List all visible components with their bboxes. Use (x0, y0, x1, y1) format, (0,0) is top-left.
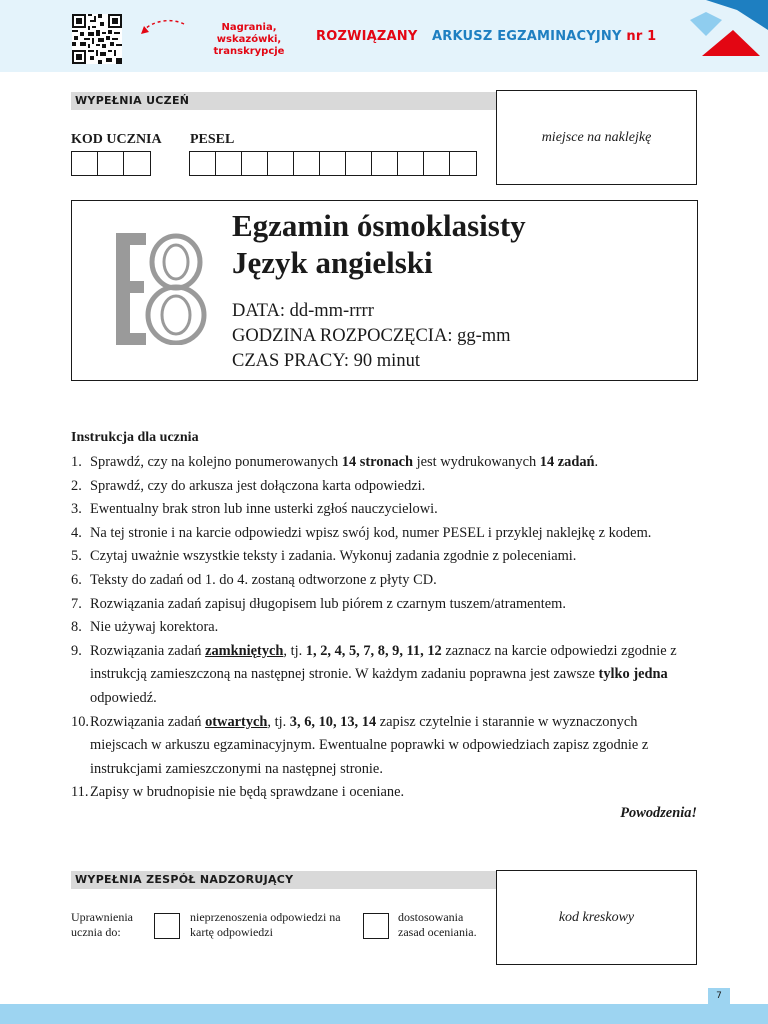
dashed-arrow-icon (138, 18, 186, 40)
instruction-item: 8. Nie używaj korektora. (71, 619, 219, 636)
corner-decoration (658, 0, 768, 72)
solved-label: ROZWIĄZANY (316, 29, 418, 44)
instruction-item: 2. Sprawdź, czy do arkusza jest dołączona karta odpowiedzi. (71, 477, 426, 494)
entitlements-label: Uprawnienia ucznia do: (71, 910, 133, 939)
sticker-label: miejsce na naklejkę (541, 129, 652, 145)
barcode-placeholder (496, 870, 697, 965)
page-number: 7 (708, 988, 730, 1004)
student-code-field[interactable] (71, 151, 151, 176)
instruction-item: 6. Teksty do zadań od 1. do 4. zostaną odtworzone z płyty CD. (71, 571, 437, 588)
instruction-item: 7. Rozwiązania zadań zapisuj długopisem lub piórem z czarnym tuszem/atramentem. (71, 595, 566, 612)
sheet-number: nr 1 (626, 29, 657, 44)
instruction-item: 4. Na tej stronie i na karcie odpowiedzi wpisz swój kod, numer PESEL i przyklej naklejkę z kodem. (71, 524, 652, 541)
pesel-field[interactable] (189, 151, 477, 176)
exam-title-box (71, 200, 698, 381)
exam-sheet-label (432, 29, 656, 44)
exam-title-line2: Język angielski (232, 245, 433, 280)
footer-band (0, 1004, 768, 1024)
supervisors-fill-bar: WYPEŁNIA ZESPÓŁ NADZORUJĄCY (71, 871, 496, 889)
instruction-item: 3. Ewentualny brak stron lub inne usterki zgłoś nauczycielowi. (71, 501, 438, 518)
instruction-item: 5. Czytaj uważnie wszystkie teksty i zadania. Wykonuj zadania zgodnie z poleceniami. (71, 548, 577, 565)
option-adjusted-grading: dostosowania zasad oceniania. (398, 910, 477, 939)
student-code-label: KOD UCZNIA (71, 132, 162, 147)
e8-logo (116, 233, 208, 345)
pesel-label: PESEL (190, 132, 235, 147)
recordings-hint[interactable]: Nagrania, wskazówki, transkrypcje (213, 22, 285, 57)
student-fill-bar: WYPEŁNIA UCZEŃ (71, 92, 496, 110)
instruction-item: 11. Zapisy w brudnopisie nie będą sprawdzane i oceniane. (71, 784, 405, 801)
instruction-item: 10. Rozwiązania zadań otwartych, tj. 3, 6, 10, 13, 14 zapisz czytelnie i starannie w wyznaczonych miejscach w arkuszu egzaminacyjnym. Ewentualne poprawki w odpowiedziach zapisz zgodnie z instrukcjami zamieszczonymi na następnej stronie. (71, 713, 649, 777)
checkbox-no-transfer[interactable] (154, 913, 180, 939)
checkbox-adjusted-grading[interactable] (363, 913, 389, 939)
exam-title-line1: Egzamin ósmoklasisty (232, 208, 526, 243)
sheet-title: ARKUSZ EGZAMINACYJNY (432, 29, 622, 44)
exam-duration: CZAS PRACY: 90 minut (232, 351, 420, 371)
option-no-transfer: nieprzenoszenia odpowiedzi na kartę odpowiedzi (190, 910, 341, 939)
instructions-list (71, 451, 698, 805)
instructions-title: Instrukcja dla ucznia (71, 430, 199, 445)
exam-meta (232, 299, 511, 374)
exam-title (232, 207, 526, 281)
qr-code-icon[interactable] (72, 14, 122, 64)
exam-start-time: GODZINA ROZPOCZĘCIA: gg-mm (232, 326, 511, 346)
barcode-label: kod kreskowy (558, 909, 635, 925)
exam-date: DATA: dd-mm-rrrr (232, 301, 374, 321)
instruction-item: 9. Rozwiązania zadań zamkniętych, tj. 1, 2, 4, 5, 7, 8, 9, 11, 12 zaznacz na karcie odpowiedzi zgodnie z instrukcją zamieszczoną na następnej stronie. W każdym zadaniu poprawna jest zawsze tylko jedna odpowiedź. (71, 642, 677, 706)
sticker-placeholder (496, 90, 697, 185)
instruction-item: 1. Sprawdź, czy na kolejno ponumerowanych 14 stronach jest wydrukowanych 14 zadań. (71, 454, 599, 470)
good-luck-text: Powodzenia! (620, 805, 697, 821)
